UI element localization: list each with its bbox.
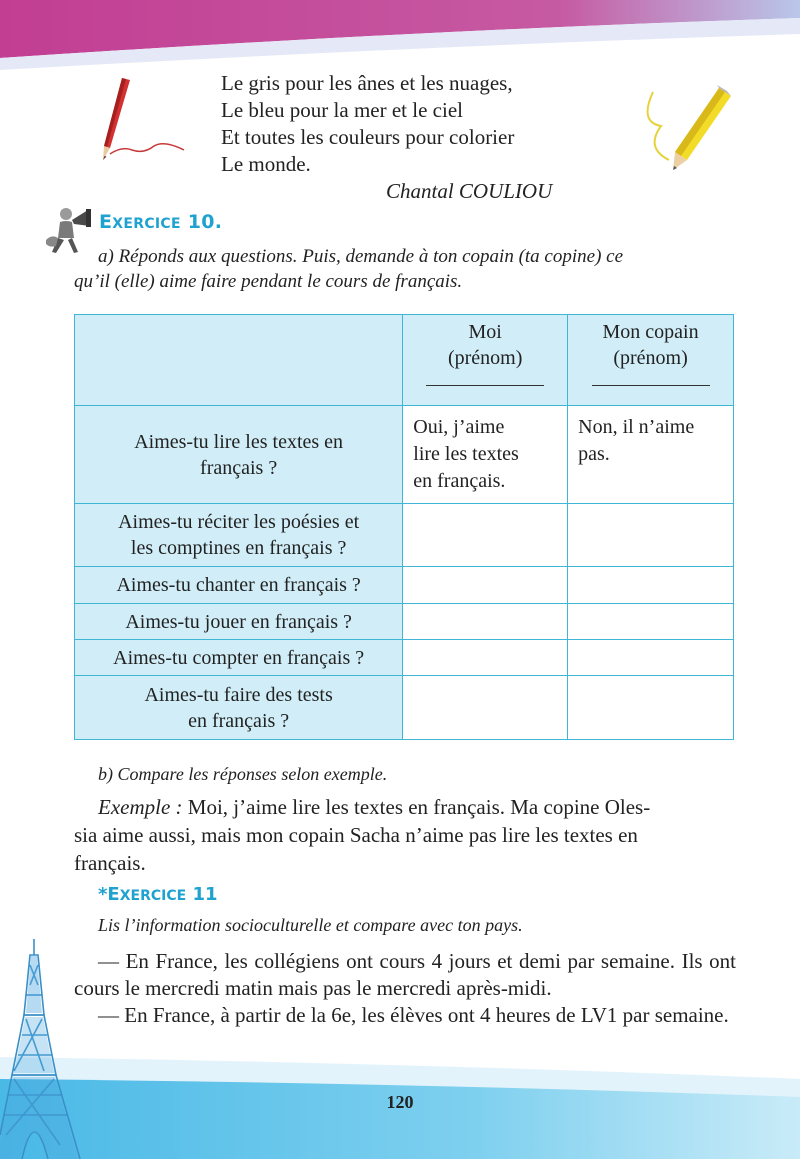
example-paragraph bbox=[74, 793, 736, 877]
example-line bbox=[74, 793, 736, 821]
table-row bbox=[75, 604, 734, 640]
exercise-10-title bbox=[99, 211, 222, 233]
answer-text: pas. bbox=[578, 443, 610, 465]
question-text: Aimes-tu faire des tests bbox=[144, 683, 333, 706]
example-label: Exemple : bbox=[98, 795, 183, 819]
exercise-11-instruction: Lis l’information socioculturelle et compare avec ton pays. bbox=[98, 915, 523, 935]
name-blank-line bbox=[426, 385, 544, 386]
table-row bbox=[75, 567, 734, 604]
answer-cell-moi[interactable] bbox=[403, 640, 568, 676]
question-text: Aimes-tu lire les textes en bbox=[134, 430, 344, 453]
poem-line: Le bleu pour la mer et le ciel bbox=[221, 98, 463, 122]
example-line: sia aime aussi, mais mon copain Sacha n’aime pas lire les textes en bbox=[74, 823, 638, 847]
answer-cell-copain[interactable] bbox=[568, 676, 734, 740]
answer-cell-copain[interactable] bbox=[568, 504, 734, 567]
answer-text: en français. bbox=[413, 470, 506, 492]
red-pencil-illustration bbox=[92, 74, 192, 169]
question-cell bbox=[75, 676, 403, 740]
instruction-a-line: qu’il (elle) aime faire pendant le cours de français. bbox=[74, 271, 463, 292]
answer-cell-moi[interactable] bbox=[403, 504, 568, 567]
table-row bbox=[75, 640, 734, 676]
header-moi-subtitle: (prénom) bbox=[447, 347, 523, 369]
eiffel-tower-illustration bbox=[0, 935, 100, 1159]
info-paragraph: — En France, les collégiens ont cours 4 jours et demi par semaine. Ils ont cours le mercredi matin mais pas le mercredi après-midi. bbox=[74, 949, 736, 1000]
question-cell: Aimes-tu compter en français ? bbox=[75, 640, 403, 676]
answer-cell-copain[interactable] bbox=[568, 567, 734, 604]
poem-line: Le monde. bbox=[221, 152, 311, 176]
poem-line: Et toutes les couleurs pour colorier bbox=[221, 125, 515, 149]
table-header-copain bbox=[568, 315, 734, 406]
question-cell bbox=[75, 504, 403, 567]
table-row bbox=[75, 504, 734, 567]
question-cell: Aimes-tu chanter en français ? bbox=[75, 567, 403, 604]
exercise-11-title bbox=[98, 884, 218, 905]
yellow-pencil-illustration bbox=[635, 82, 735, 177]
exercise-10-instruction-a bbox=[74, 244, 736, 294]
instruction-a-line: a) Réponds aux questions. Puis, demande à ton copain (ta copine) ce bbox=[98, 246, 624, 267]
answer-text: lire les textes bbox=[413, 443, 519, 465]
page-number: 120 bbox=[386, 1092, 414, 1112]
header-moi-label: Moi bbox=[468, 321, 502, 343]
table-header-moi bbox=[403, 315, 568, 406]
example-text: Moi, j’aime lire les textes en français. Ma copine Oles- bbox=[182, 795, 651, 819]
exercise-11-title-initial: *E bbox=[98, 884, 120, 905]
poem-text bbox=[221, 70, 514, 178]
question-text: en français ? bbox=[188, 709, 290, 732]
exercise-10-title-word: XERCICE bbox=[112, 216, 181, 232]
table-header-empty-cell bbox=[75, 315, 403, 406]
header-copain-subtitle: (prénom) bbox=[613, 347, 688, 369]
top-decorative-band bbox=[0, 0, 800, 75]
poem-author: Chantal COULIOU bbox=[386, 179, 553, 203]
example-line: français. bbox=[74, 851, 146, 875]
answer-cell-copain[interactable] bbox=[568, 640, 734, 676]
answer-cell-copain bbox=[568, 406, 734, 504]
table-row bbox=[75, 406, 734, 504]
answer-cell-moi bbox=[403, 406, 568, 504]
exercise-10-instruction-b: b) Compare les réponses selon exemple. bbox=[98, 764, 388, 784]
poem-line: Le gris pour les ânes et les nuages, bbox=[221, 71, 513, 95]
exercise-11-title-word: XERCICE bbox=[119, 888, 187, 904]
name-blank-line bbox=[592, 385, 710, 386]
table-header-row bbox=[75, 315, 734, 406]
answer-text: Oui, j’aime bbox=[413, 416, 505, 438]
table-row bbox=[75, 676, 734, 740]
info-paragraph: — En France, à partir de la 6e, les élèves ont 4 heures de LV1 par semaine. bbox=[98, 1003, 729, 1027]
header-copain-label: Mon copain bbox=[602, 321, 699, 343]
exercise-10-title-initial: E bbox=[99, 211, 113, 233]
exercise-10-title-number: 10. bbox=[180, 211, 223, 233]
answer-cell-moi[interactable] bbox=[403, 676, 568, 740]
answer-cell-copain[interactable] bbox=[568, 604, 734, 640]
sociocultural-info bbox=[74, 948, 736, 1029]
question-cell bbox=[75, 406, 403, 504]
question-table bbox=[74, 314, 734, 740]
question-text: français ? bbox=[200, 456, 278, 479]
answer-cell-moi[interactable] bbox=[403, 604, 568, 640]
question-cell: Aimes-tu jouer en français ? bbox=[75, 604, 403, 640]
question-text: Aimes-tu réciter les poésies et bbox=[118, 511, 360, 533]
answer-cell-moi[interactable] bbox=[403, 567, 568, 604]
question-text: les comptines en français ? bbox=[130, 537, 347, 559]
answer-text: Non, il n’aime bbox=[578, 416, 695, 438]
exercise-11-title-number: 11 bbox=[186, 884, 218, 905]
